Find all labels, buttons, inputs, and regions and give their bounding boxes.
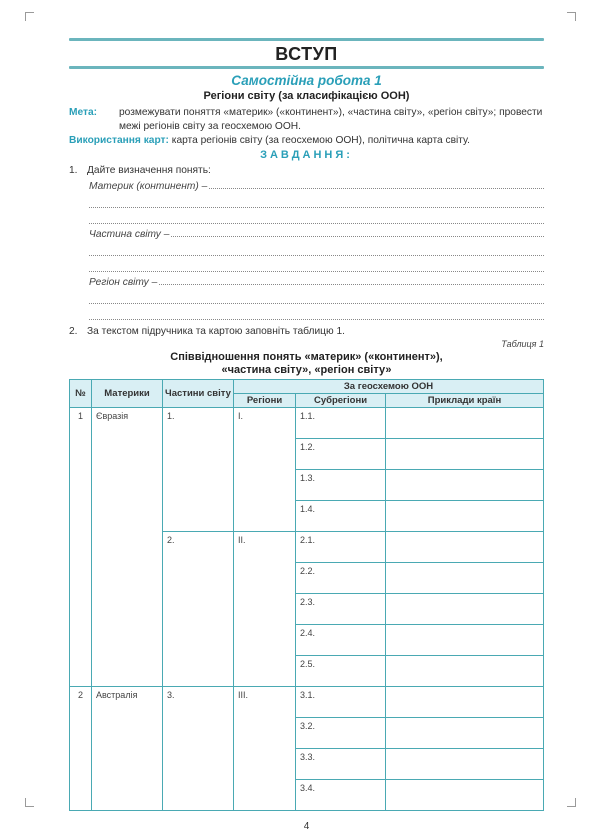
- work-title: Самостійна робота 1: [231, 73, 382, 88]
- cell-subregion[interactable]: 3.1.: [296, 687, 386, 718]
- page-number: 4: [303, 821, 310, 832]
- cell-examples[interactable]: [386, 501, 544, 532]
- answer-line[interactable]: [89, 192, 544, 208]
- definition-term: Регіон світу –: [89, 277, 158, 288]
- answer-line[interactable]: [89, 208, 544, 224]
- header-examples: Приклади країн: [386, 394, 544, 408]
- maps-text: карта регіонів світу (за геосхемою ООН), політична карта світу.: [168, 135, 470, 146]
- task-2-text: За текстом підручника та картою заповніть таблицю 1.: [87, 326, 345, 337]
- answer-line[interactable]: [171, 236, 544, 237]
- goal-text: розмежувати поняття «материк» («континент»), «частина світу», «регіон світу»; провести межі регіонів світу за геосхемою ООН.: [119, 107, 543, 132]
- header-parts: Частини світу: [163, 380, 234, 408]
- cell-subregion[interactable]: 1.2.: [296, 439, 386, 470]
- cell-examples[interactable]: [386, 780, 544, 811]
- header-continents: Материки: [92, 380, 163, 408]
- cell-examples[interactable]: [386, 594, 544, 625]
- cell-examples[interactable]: [386, 439, 544, 470]
- table-title-line-1: Співвідношення понять «материк» («континент»),: [170, 351, 443, 363]
- cell-subregion[interactable]: 1.4.: [296, 501, 386, 532]
- cell-part[interactable]: 1.: [163, 408, 234, 532]
- task-1: [69, 165, 544, 176]
- cell-continent: Євразія: [92, 408, 163, 687]
- task-1-number: 1.: [69, 165, 78, 176]
- cell-examples[interactable]: [386, 749, 544, 780]
- maps-block: [69, 134, 544, 148]
- table-title: [69, 351, 544, 377]
- cell-part[interactable]: 3.: [163, 687, 234, 811]
- cell-num: 2: [70, 687, 92, 811]
- definition-continent: [89, 176, 544, 224]
- definition-term: Частина світу –: [89, 229, 170, 240]
- cell-subregion[interactable]: 2.1.: [296, 532, 386, 563]
- cell-examples[interactable]: [386, 656, 544, 687]
- table-row: [70, 408, 544, 439]
- cell-part[interactable]: 2.: [163, 532, 234, 687]
- cell-subregion[interactable]: 1.1.: [296, 408, 386, 439]
- cell-examples[interactable]: [386, 470, 544, 501]
- cell-subregion[interactable]: 1.3.: [296, 470, 386, 501]
- cell-examples[interactable]: [386, 687, 544, 718]
- answer-line[interactable]: [89, 240, 544, 256]
- cell-examples[interactable]: [386, 532, 544, 563]
- task-2: [69, 326, 544, 337]
- answer-line[interactable]: [209, 188, 544, 189]
- goal-block: [69, 106, 544, 134]
- table-title-line-2: «частина світу», «регіон світу»: [221, 364, 392, 376]
- table-caption: Таблиця 1: [501, 339, 544, 349]
- header-regions: Регіони: [234, 394, 296, 408]
- crop-mark-bottom-left: [25, 798, 34, 807]
- cell-region[interactable]: II.: [234, 532, 296, 687]
- answer-line[interactable]: [89, 256, 544, 272]
- page-title: ВСТУП: [275, 44, 338, 64]
- task-2-number: 2.: [69, 326, 78, 337]
- cell-num: 1: [70, 408, 92, 687]
- cell-examples[interactable]: [386, 625, 544, 656]
- cell-examples[interactable]: [386, 563, 544, 594]
- cell-region[interactable]: I.: [234, 408, 296, 532]
- definition-term: Материк (континент) –: [89, 181, 208, 192]
- topic-title: Регіони світу (за класифікацією ООН): [203, 90, 410, 102]
- cell-subregion[interactable]: 2.4.: [296, 625, 386, 656]
- cell-examples[interactable]: [386, 718, 544, 749]
- maps-label: Використання карт:: [69, 135, 169, 146]
- table-row: [70, 687, 544, 718]
- cell-subregion[interactable]: 3.4.: [296, 780, 386, 811]
- cell-subregion[interactable]: 3.2.: [296, 718, 386, 749]
- task-1-text: Дайте визначення понять:: [87, 165, 211, 176]
- cell-subregion[interactable]: 2.5.: [296, 656, 386, 687]
- title-rule: [69, 66, 544, 69]
- tasks-heading: ЗАВДАННЯ:: [260, 149, 353, 161]
- header-un-scheme: За геосхемою ООН: [234, 380, 544, 394]
- definition-world-region: [89, 272, 544, 320]
- crop-mark-bottom-right: [567, 798, 576, 807]
- cell-examples[interactable]: [386, 408, 544, 439]
- regions-table: [69, 379, 544, 811]
- header-subregions: Субрегіони: [296, 394, 386, 408]
- answer-line[interactable]: [89, 304, 544, 320]
- definition-part-of-world: [89, 224, 544, 272]
- header-num: №: [70, 380, 92, 408]
- cell-subregion[interactable]: 3.3.: [296, 749, 386, 780]
- answer-line[interactable]: [89, 288, 544, 304]
- crop-mark-top-right: [567, 12, 576, 21]
- cell-region[interactable]: III.: [234, 687, 296, 811]
- goal-label: Мета:: [69, 107, 98, 118]
- cell-subregion[interactable]: 2.3.: [296, 594, 386, 625]
- cell-subregion[interactable]: 2.2.: [296, 563, 386, 594]
- workbook-page: [69, 38, 544, 832]
- cell-continent: Австралія: [92, 687, 163, 811]
- answer-line[interactable]: [159, 284, 544, 285]
- crop-mark-top-left: [25, 12, 34, 21]
